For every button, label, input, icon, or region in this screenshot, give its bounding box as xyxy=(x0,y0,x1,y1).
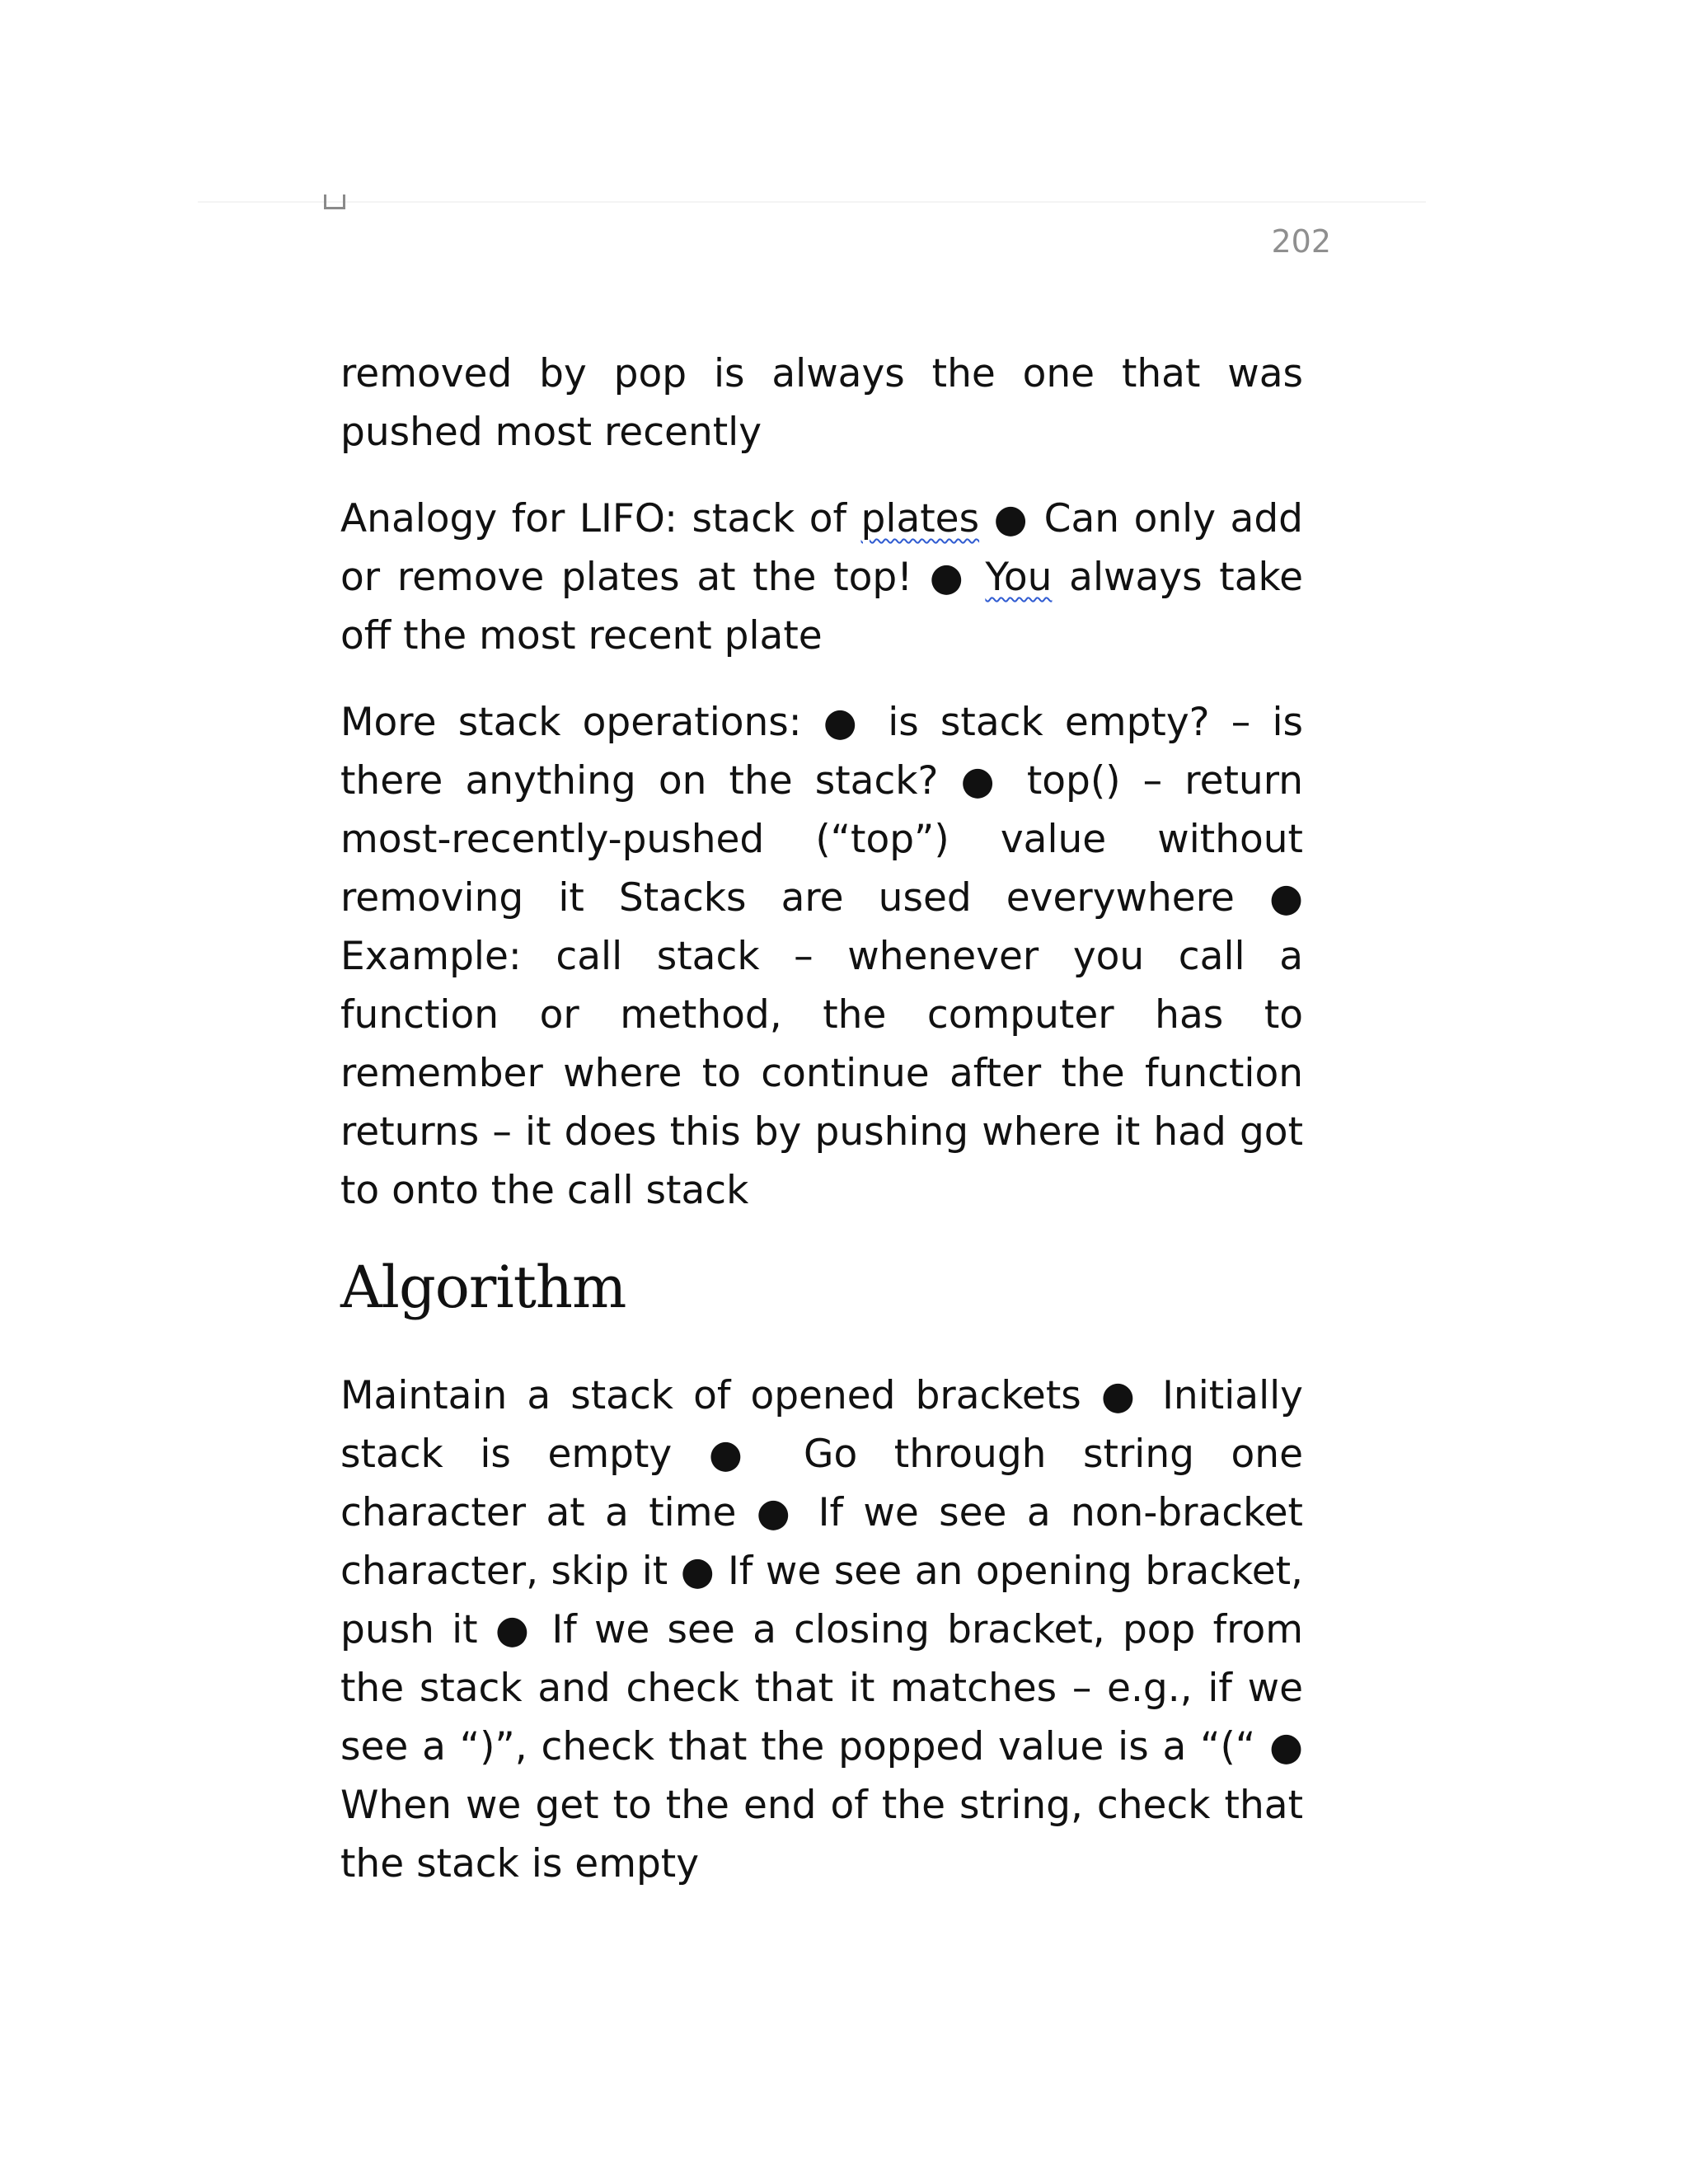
spellcheck-flagged-word[interactable]: You xyxy=(985,555,1053,600)
paragraph-text-segment: always take off the most recent plate xyxy=(340,555,1303,658)
page-number: 202 xyxy=(1271,223,1331,260)
text-boundary-corner-icon xyxy=(324,194,345,209)
page-content xyxy=(340,344,1303,1893)
paragraph-lifo-analogy xyxy=(340,490,1303,665)
paragraph-text-segment: ● Can only add or remove plates at the top! ● xyxy=(340,496,1303,600)
section-heading-algorithm: Algorithm xyxy=(340,1254,626,1321)
paragraph-text-segment: Analogy for LIFO: stack of xyxy=(340,496,861,541)
paragraph-algorithm-steps: Maintain a stack of opened brackets ● Initially stack is empty ● Go through string one character at a time ● If we see a non-bracket character, skip it ● If we see an opening bracket, push it ● If we see a closing bracket, pop from the stack and check that it matches – e.g., if we see a “)”, check that the popped value is a “(“ ● When we get to the end of the string, check that the stack is empty xyxy=(340,1373,1303,1886)
spellcheck-flagged-word[interactable]: plates xyxy=(860,496,980,541)
paragraph-pop-removed: removed by pop is always the one that was pushed most recently xyxy=(340,351,1303,455)
header-divider xyxy=(198,201,1426,203)
paragraph-stack-operations: More stack operations: ● is stack empty? – is there anything on the stack? ● top() – return most-recently-pushed (“top”) value without removing it Stacks are used everywhere ● Example: call stack – whenever you call a function or method, the computer has to remember where to continue after the function returns – it does this by pushing where it had got to onto the call stack xyxy=(340,700,1303,1213)
